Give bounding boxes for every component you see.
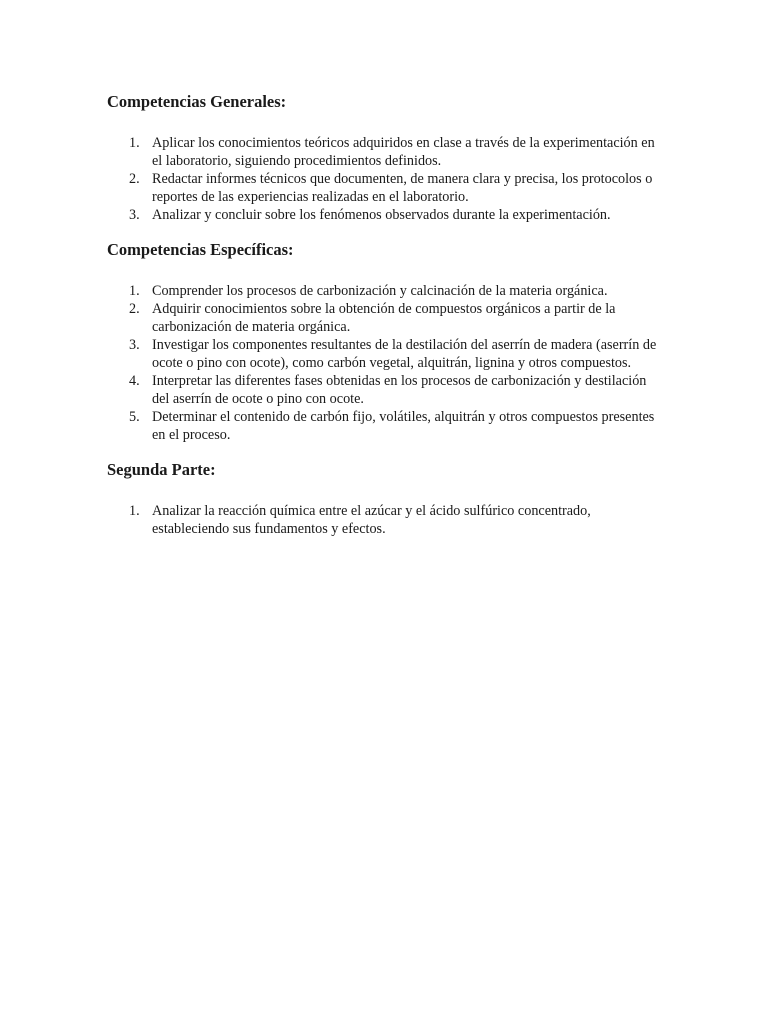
list-number: 2. [129, 171, 140, 187]
document-page [107, 88, 667, 550]
section-segunda-parte [107, 456, 667, 538]
list-item [107, 300, 667, 336]
list-item-text: Analizar la reacción química entre el azúcar y el ácido sulfúrico concentrado, estableciendo sus fundamentos y efectos. [152, 503, 591, 537]
section-heading: Competencias Generales: [107, 92, 287, 111]
numbered-list [107, 502, 667, 538]
list-number: 3. [129, 207, 140, 223]
list-number: 1. [129, 135, 140, 151]
list-number: 3. [129, 337, 140, 353]
list-item [107, 170, 667, 206]
list-item [107, 134, 667, 170]
list-item [107, 408, 667, 444]
section-competencias-especificas [107, 236, 667, 444]
section-competencias-generales [107, 88, 667, 224]
list-item-text: Determinar el contenido de carbón fijo, volátiles, alquitrán y otros compuestos presentes en el proceso. [152, 409, 655, 443]
list-item [107, 282, 667, 300]
list-number: 2. [129, 301, 140, 317]
list-item-text: Interpretar las diferentes fases obtenidas en los procesos de carbonización y destilación del aserrín de ocote o pino con ocote. [152, 373, 647, 407]
list-item-text: Comprender los procesos de carbonización y calcinación de la materia orgánica. [152, 283, 608, 299]
list-number: 1. [129, 503, 140, 519]
numbered-list [107, 134, 667, 224]
list-item [107, 206, 667, 224]
list-number: 5. [129, 409, 140, 425]
numbered-list [107, 282, 667, 444]
list-item [107, 372, 667, 408]
list-number: 4. [129, 373, 140, 389]
list-item-text: Redactar informes técnicos que documenten, de manera clara y precisa, los protocolos o reportes de las experiencias realizadas en el laboratorio. [152, 171, 653, 205]
list-item-text: Analizar y concluir sobre los fenómenos observados durante la experimentación. [152, 207, 611, 223]
list-item-text: Aplicar los conocimientos teóricos adquiridos en clase a través de la experimentación en el laboratorio, siguiendo procedimientos definidos. [152, 135, 655, 169]
list-number: 1. [129, 283, 140, 299]
list-item [107, 502, 667, 538]
list-item [107, 336, 667, 372]
list-item-text: Investigar los componentes resultantes de la destilación del aserrín de madera (aserrín de ocote o pino con ocote), como carbón vegetal, alquitrán, lignina y otros compuestos. [152, 337, 657, 371]
list-item-text: Adquirir conocimientos sobre la obtención de compuestos orgánicos a partir de la carbonización de materia orgánica. [152, 301, 616, 335]
section-heading: Competencias Específicas: [107, 240, 294, 259]
section-heading: Segunda Parte: [107, 460, 216, 479]
